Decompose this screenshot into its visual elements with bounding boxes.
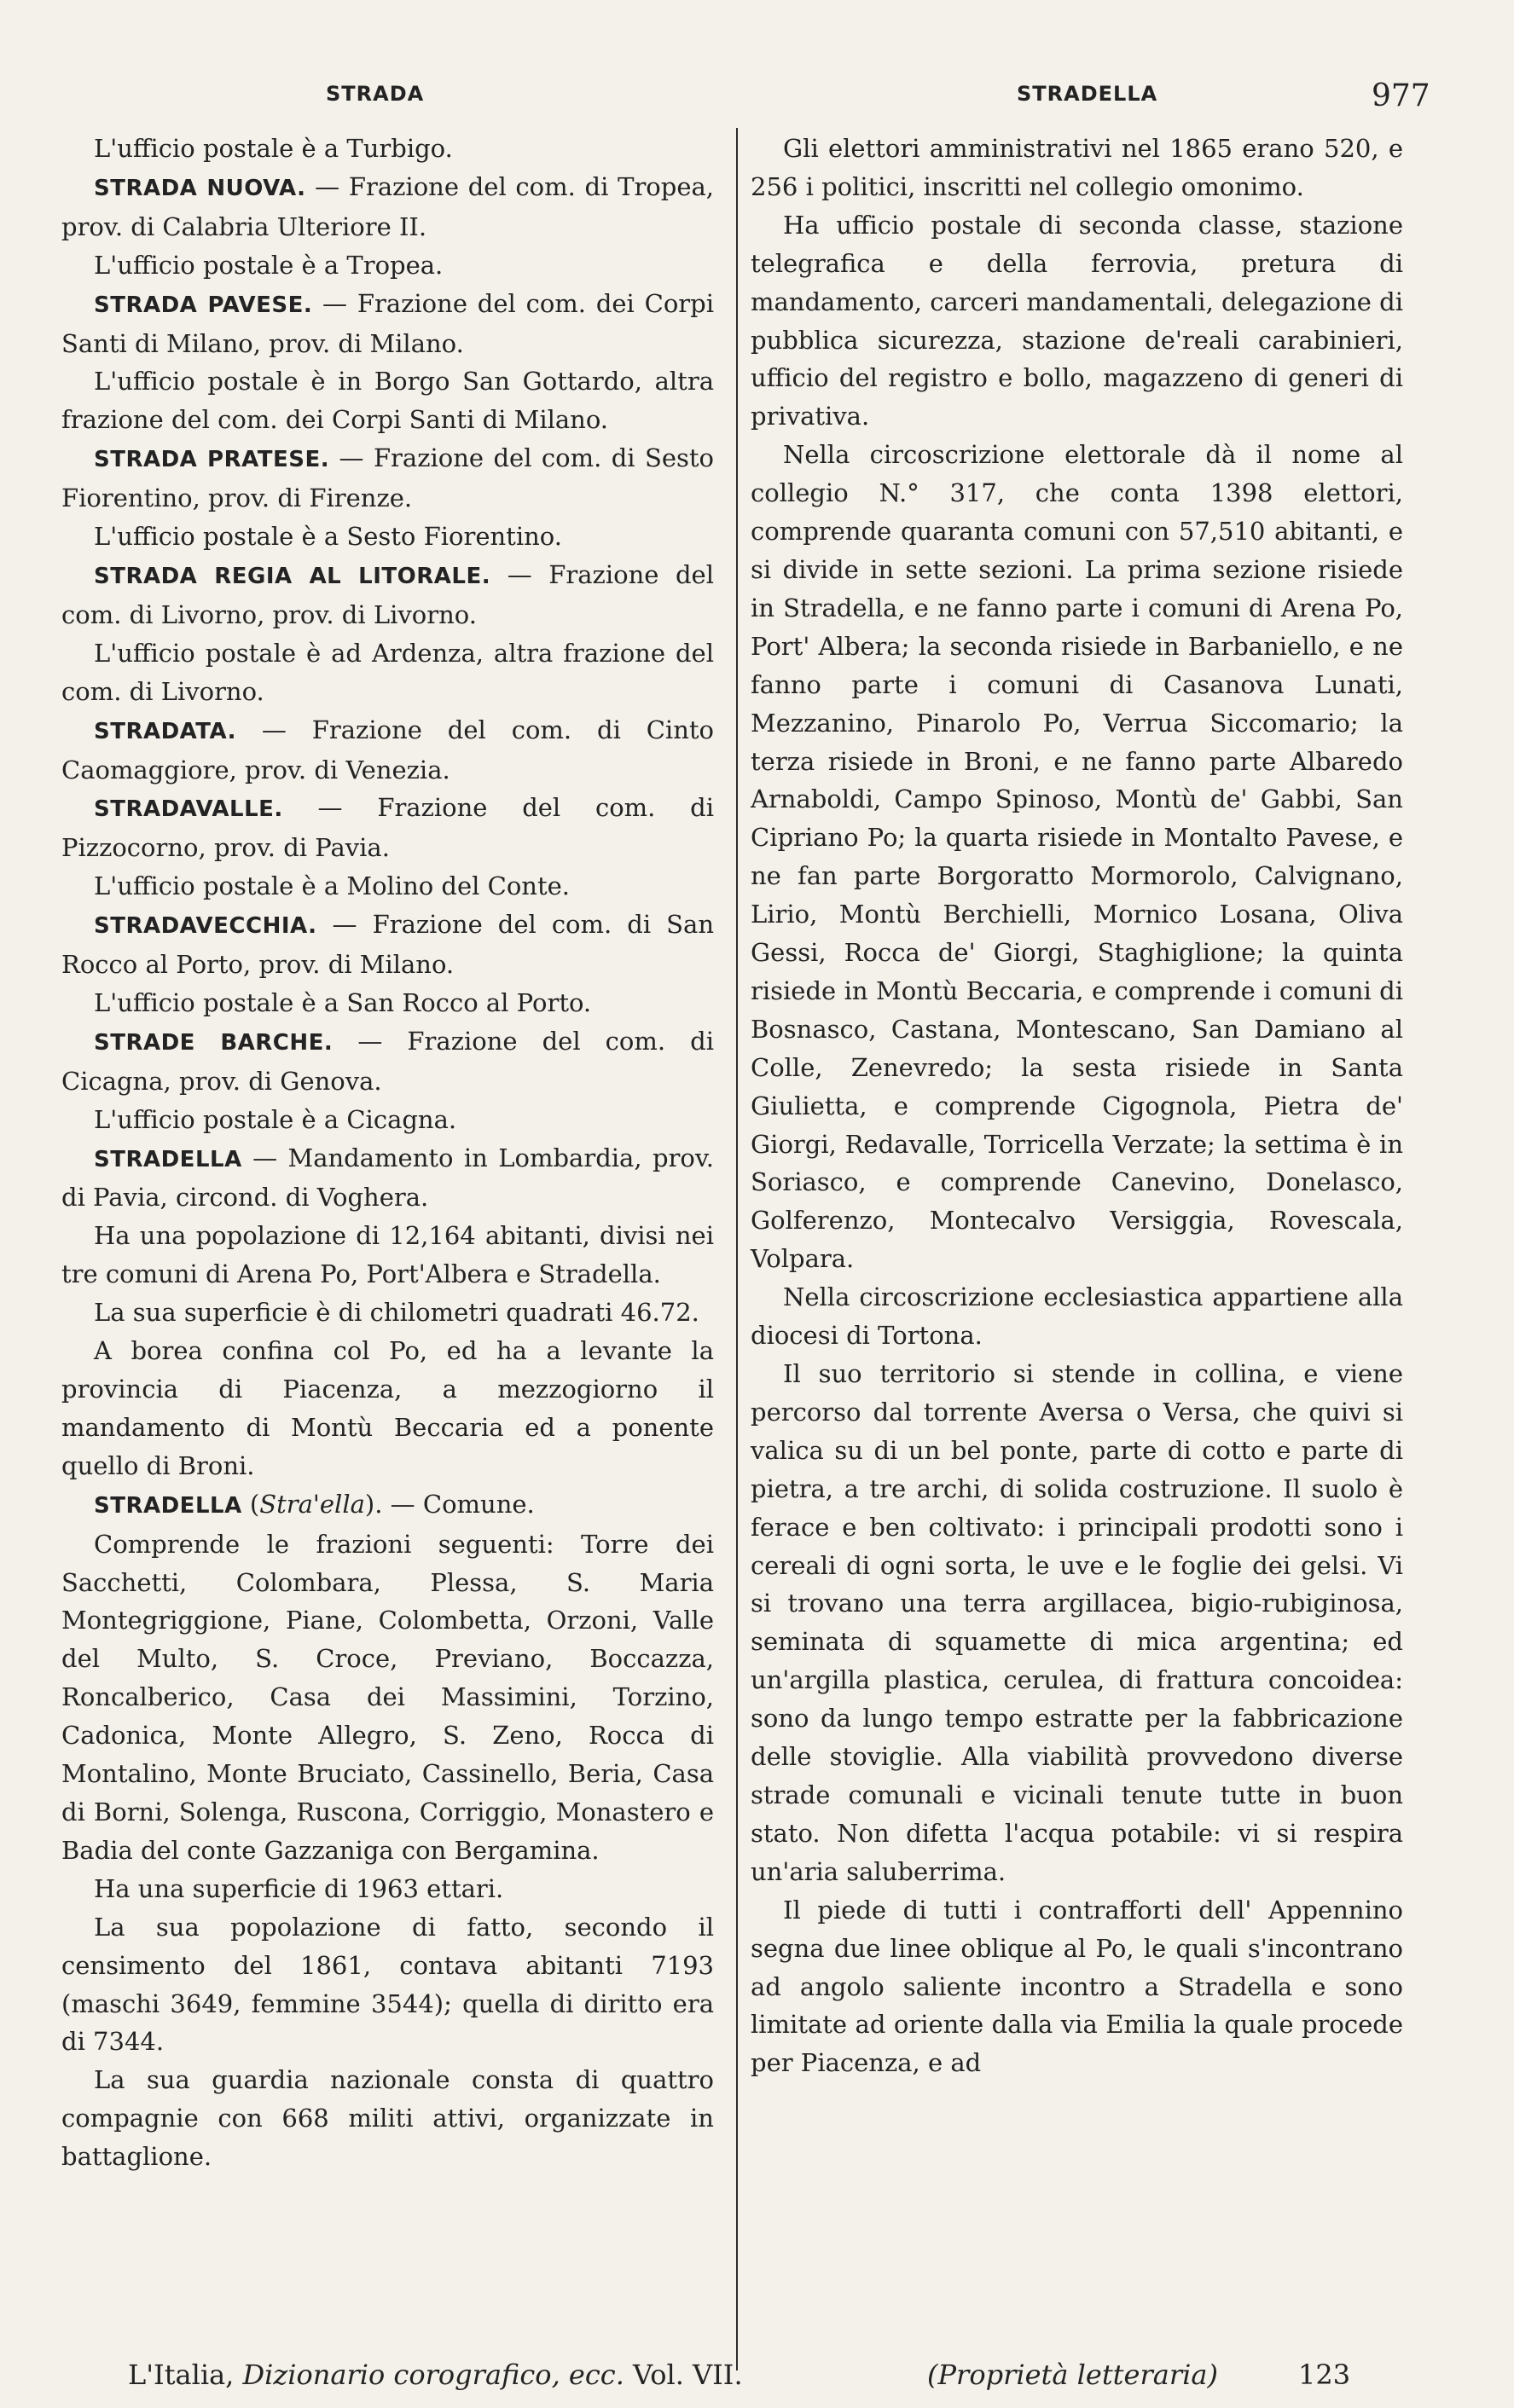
dictionary-entry [61,906,714,984]
paragraph [61,867,714,906]
entry-headword: STRADA PRATESE. [94,447,330,473]
running-header-left: STRADA [326,82,425,106]
entry-variant-name: Stra'ella [259,1489,365,1519]
entry-headword: STRADAVALLE. [94,796,283,823]
entry-text: L'ufficio postale è a Turbigo. [94,134,453,163]
paragraph [61,1525,714,1870]
footer-title-italic: Dizionario corografico, ecc. [242,2359,624,2391]
paragraph [61,1870,714,1908]
entry-text: Ha ufficio postale di seconda classe, stazione telegrafica e della ferrovia, pretura di mandamento, carceri mandamentali, delegazione di pubblica sicurezza, stazione de'reali carabinieri, ufficio del registro e bollo, magazzeno di generi di privativa. [751,210,1403,431]
running-header-right: STRADELLA [1017,82,1158,106]
dictionary-entry: STRADELLA (Stra'ella). — Comune. [94,1489,535,1519]
paragraph [751,130,1403,206]
paragraph [61,634,714,711]
entry-text: — Frazione del com. di Sesto Fiorentino, prov. di Firenze. [61,443,715,513]
entry-text: Nella circoscrizione ecclesiastica appartiene alla diocesi di Tortona. [751,1282,1403,1351]
paragraph [751,1891,1403,2083]
paragraph [61,2061,714,2176]
paragraph [751,1278,1403,1355]
entry-text: Ha una superficie di 1963 ettari. [94,1873,504,1903]
entry-headword: STRADELLA [94,1146,242,1172]
dictionary-entry [61,711,714,790]
entry-text: L'ufficio postale è a San Rocco al Porto. [94,987,592,1017]
paragraph [61,246,714,285]
paragraph [61,1908,714,2062]
entry-headword: STRADELLA [94,1492,242,1519]
dictionary-entry [61,439,714,518]
entry-text: — Frazione del com. dei Corpi Santi di Milano, prov. di Milano. [61,288,714,358]
entry-text: Gli elettori amministrativi nel 1865 erano 520, e 256 i politici, inscritti nel collegio omonimo. [751,134,1403,201]
paragraph [61,130,714,168]
paragraph [751,1355,1403,1891]
paragraph [61,1294,714,1332]
entry-text: Comprende le frazioni seguenti: Torre dei Sacchetti, Colombara, Plessa, S. Maria Montegriggione, Piane, Colombetta, Orzoni, Valle del Multo, S. Croce, Previano, Boccazza, Roncalberico, Casa dei Massimini, Torzino, Cadonica, Monte Allegro, S. Zeno, Rocca di Montalino, Monte Bruciato, Cassinello, Beria, Casa di Borni, Solenga, Ruscona, Corriggio, Monastero e Badia del conte Gazzaniga con Bergamina. [61,1529,714,1865]
entry-text: — Comune. [382,1489,535,1519]
entry-text: La sua superficie è di chilometri quadrati 46.72. [94,1298,699,1328]
entry-headword: STRADA NUOVA. [94,175,306,201]
footer-title-plain: L'Italia, [128,2359,243,2391]
entry-headword: STRADE BARCHE. [94,1029,334,1056]
footer-copyright: (Proprietà letteraria) [927,2359,1218,2391]
entry-text: — Frazione del com. di Cinto Caomaggiore, prov. di Venezia. [61,715,714,784]
entry-text: Il suo territorio si stende in collina, e viene percorso dal torrente Aversa o Versa, che quivi si valica su di un bel ponte, parte di cotto e parte di pietra, a tre archi, di solida costruzione. Il suolo è ferace e ben coltivato: i principali prodotti sono i cereali di ogni sorta, le uve e le foglie dei gelsi. Vi si trovano una terra argillacea, bigio-rubiginosa, seminata di squamette di mica argentina; ed un'argilla plastica, cerulea, di frattura concoidea: sono da lungo tempo estratte per la fabbricazione delle stoviglie. Alla viabilità provvedono diverse strade comunali e vicinali tenute tutte in buon stato. Non difetta l'acqua potabile: vi si respira un'aria saluberrima. [751,1359,1403,1886]
paragraph [61,362,714,439]
entry-text: L'ufficio postale è a Tropea. [94,250,444,280]
entry-text: L'ufficio postale è a Molino del Conte. [94,871,571,901]
dictionary-entry [61,168,714,246]
footer-publication [128,2359,743,2391]
entry-text: — Frazione del com. di Cicagna, prov. di Genova. [61,1026,715,1096]
dictionary-entry [61,285,714,363]
entry-text: L'ufficio postale è a Cicagna. [94,1104,457,1134]
entry-text: — Frazione del com. di San Rocco al Porto, prov. di Milano. [61,910,714,980]
entry-text: La sua popolazione di fatto, secondo il censimento del 1861, contava abitanti 7193 (maschi 3649, femmine 3544); quella di diritto era di 7344. [61,1912,714,2057]
entry-text: — Mandamento in Lombardia, prov. di Pavia, circond. di Voghera. [61,1143,714,1213]
paragraph [61,1217,714,1294]
left-column [61,130,714,2176]
column-divider [736,128,738,2370]
page-footer [128,2359,1390,2391]
entry-text: La sua guardia nazionale consta di quattro compagnie con 668 militi attivi, organizzate in battaglione. [61,2065,714,2172]
dictionary-entry [61,1139,714,1218]
entry-text: Il piede di tutti i contrafforti dell' Appennino segna due linee oblique al Po, le quali s'incontrano ad angolo saliente incontro a Stradella e sono limitate ad oriente dalla via Emilia la quale procede per Piacenza, e ad [751,1895,1403,2078]
paragraph [61,984,714,1022]
entry-text: Ha una popolazione di 12,164 abitanti, divisi nei tre comuni di Arena Po, Port'Albera e Stradella. [61,1221,714,1289]
paragraph [61,518,714,556]
entry-text: L'ufficio postale è ad Ardenza, altra frazione del com. di Livorno. [61,638,714,706]
paragraph [61,1101,714,1139]
entry-headword: STRADATA. [94,718,236,744]
entry-headword: STRADA PAVESE. [94,292,313,318]
paragraph [751,436,1403,1278]
entry-text: L'ufficio postale è a Sesto Fiorentino. [94,522,562,552]
paragraph [751,206,1403,436]
entry-text: — Frazione del com. di Pizzocorno, prov. di Pavia. [61,793,714,863]
entry-text: Nella circoscrizione elettorale dà il nome al collegio N.° 317, che conta 1398 elettori, comprende quaranta comuni con 57,510 abitanti, e si divide in sette sezioni. La prima sezione risiede in Stradella, e ne fanno parte i comuni di Arena Po, Port' Albera; la seconda risiede in Barbaniello, e ne fanno parte i comuni di Casanova Lunati, Mezzanino, Pinarolo Po, Verrua Siccomario; la terza risiede in Broni, e ne fanno parte Albaredo Arnaboldi, Campo Spinoso, Montù de' Gabbi, San Cipriano Po; la quarta risiede in Montalto Pavese, e ne fan parte Borgoratto Mormorolo, Calvignano, Lirio, Montù Berchielli, Mornico Losana, Oliva Gessi, Rocca de' Giorgi, Staghiglione; la quinta risiede in Montù Beccaria, e comprende i comuni di Bosnasco, Castana, Montescano, San Damiano al Colle, Zenevredo; la sesta risiede in Santa Giulietta, e comprende Cigognola, Pietra de' Giorgi, Redavalle, Torricella Verzate; la settima è in Soriasco, e comprende Canevino, Donelasco, Golferenzo, Montecalvo Versiggia, Rovescala, Volpara. [751,440,1403,1274]
entry-text: L'ufficio postale è in Borgo San Gottardo, altra frazione del com. dei Corpi Santi di Milano. [61,367,714,435]
footer-signature-number: 123 [1298,2359,1351,2391]
entry-text: — Frazione del com. di Livorno, prov. di Livorno. [61,559,714,629]
footer-volume: Vol. VII. [624,2359,743,2391]
dictionary-entry [61,789,714,867]
entry-headword: STRADAVECCHIA. [94,913,317,940]
right-column [751,130,1403,2082]
dictionary-entry [61,1022,714,1101]
entry-text: A borea confina col Po, ed ha a levante la provincia di Piacenza, a mezzogiorno il mandamento di Montù Beccaria ed a ponente quello di Broni. [61,1336,714,1480]
entry-headword: STRADA REGIA AL LITORALE. [94,563,491,589]
page-number: 977 [1372,78,1430,113]
entry-text: — Frazione del com. di Tropea, prov. di Calabria Ulteriore II. [61,171,714,241]
dictionary-entry [61,556,714,634]
paragraph [61,1332,714,1485]
